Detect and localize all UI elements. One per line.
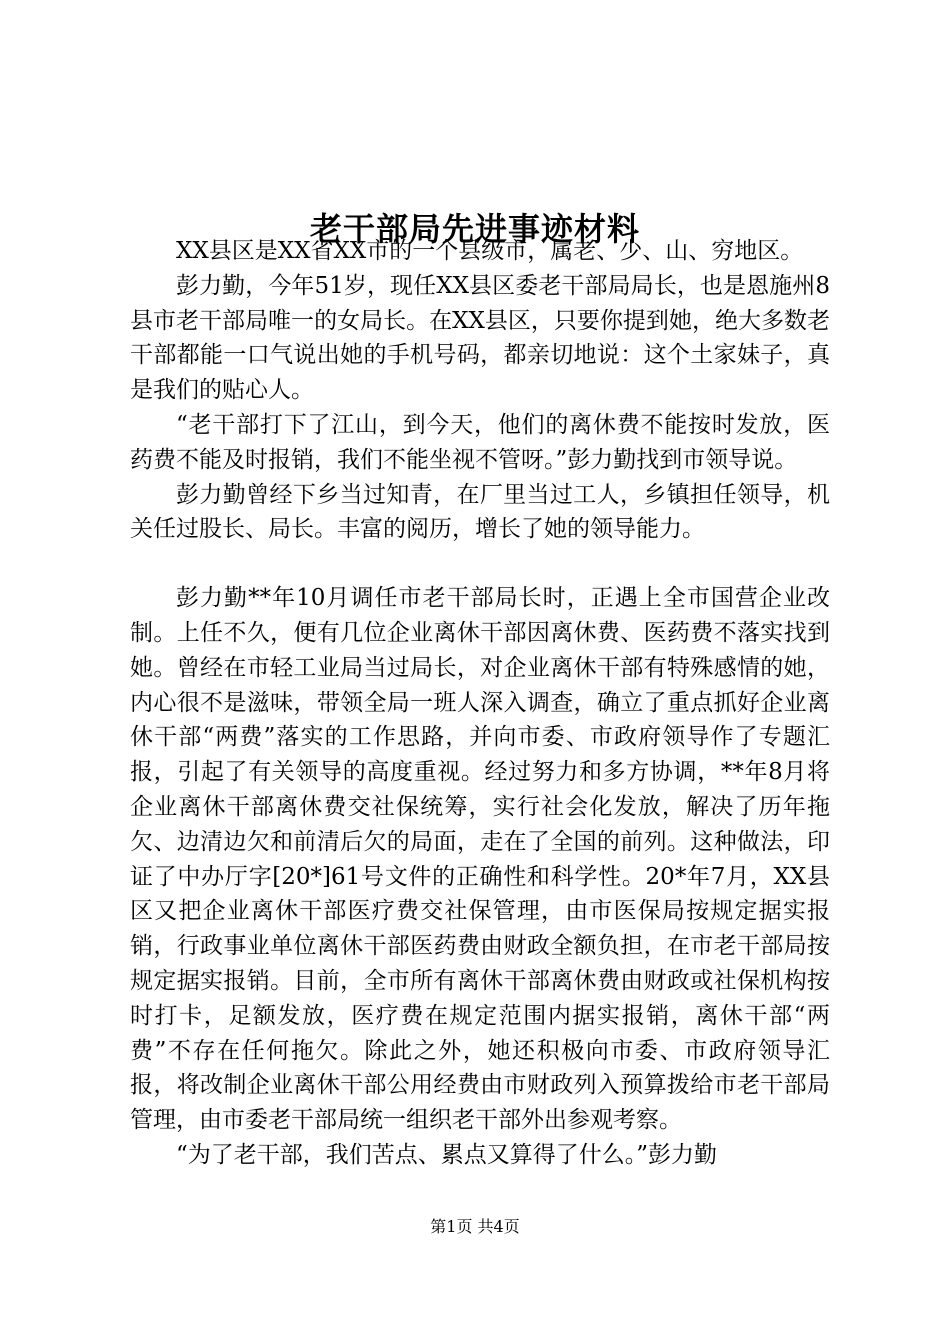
document-title: 老干部局先进事迹材料 bbox=[309, 210, 640, 249]
paragraph: “为了老干部，我们苦点、累点又算得了什么。”彭力勤 bbox=[176, 1141, 718, 1168]
document-body bbox=[130, 234, 830, 1173]
paragraph: XX县区是XX省XX市的一个县级市，属老、少、山、穷地区。 bbox=[176, 238, 804, 264]
paragraph: 彭力勤**年10月调任市老干部局长时，正遇上全市国营企业改制。上任不久，便有几位企业离休干部因离休费、医药费不落实找到她。曾经在市轻工业局当过局长，对企业离休干部有特殊感情的她，内心很不是滋味，带领全局一班人深入调查，确立了重点抓好企业离休干部“两费”落实的工作思路，并向市委、市政府领导作了专题汇报，引起了有关领导的高度重视。经过努力和多方协调，**年8月将企业离休干部离休费交社保统筹，实行社会化发放，解决了历年拖欠、边清边欠和前清后欠的局面，走在了全国的前列。这种做法，印证了中办厅字[20*]61号文件的正确性和科学性。20*年7月，XX县区又把企业离休干部医疗费交社保管理，由市医保局按规定据实报销，行政事业单位离休干部医药费由财政全额负担，在市老干部局按规定据实报销。目前，全市所有离休干部离休费由财政或社保机构按时打卡，足额发放，医疗费在规定范围内据实报销，离休干部“两费”不存在任何拖欠。除此之外，她还积极向市委、市政府领导汇报，将改制企业离休干部公用经费由市财政列入预算拨给市老干部局管理，由市委老干部局统一组织老干部外出参观考察。 bbox=[130, 585, 830, 1134]
paragraph: 彭力勤曾经下乡当过知青，在厂里当过工人，乡镇担任领导，机关任过股长、局长。丰富的阅历，增长了她的领导能力。 bbox=[130, 481, 830, 543]
paragraph: “老干部打下了江山，到今天，他们的离休费不能按时发放，医药费不能及时报销，我们不能坐视不管呀。”彭力勤找到市领导说。 bbox=[130, 411, 830, 473]
paragraph: 彭力勤，今年51岁，现任XX县区委老干部局局长，也是恩施州8县市老干部局唯一的女局长。在XX县区，只要你提到她，绝大多数老干部都能一口气说出她的手机号码，都亲切地说：这个土家妹子，真是我们的贴心人。 bbox=[130, 272, 830, 404]
page-number-footer: 第1页 共4页 bbox=[430, 1217, 520, 1236]
